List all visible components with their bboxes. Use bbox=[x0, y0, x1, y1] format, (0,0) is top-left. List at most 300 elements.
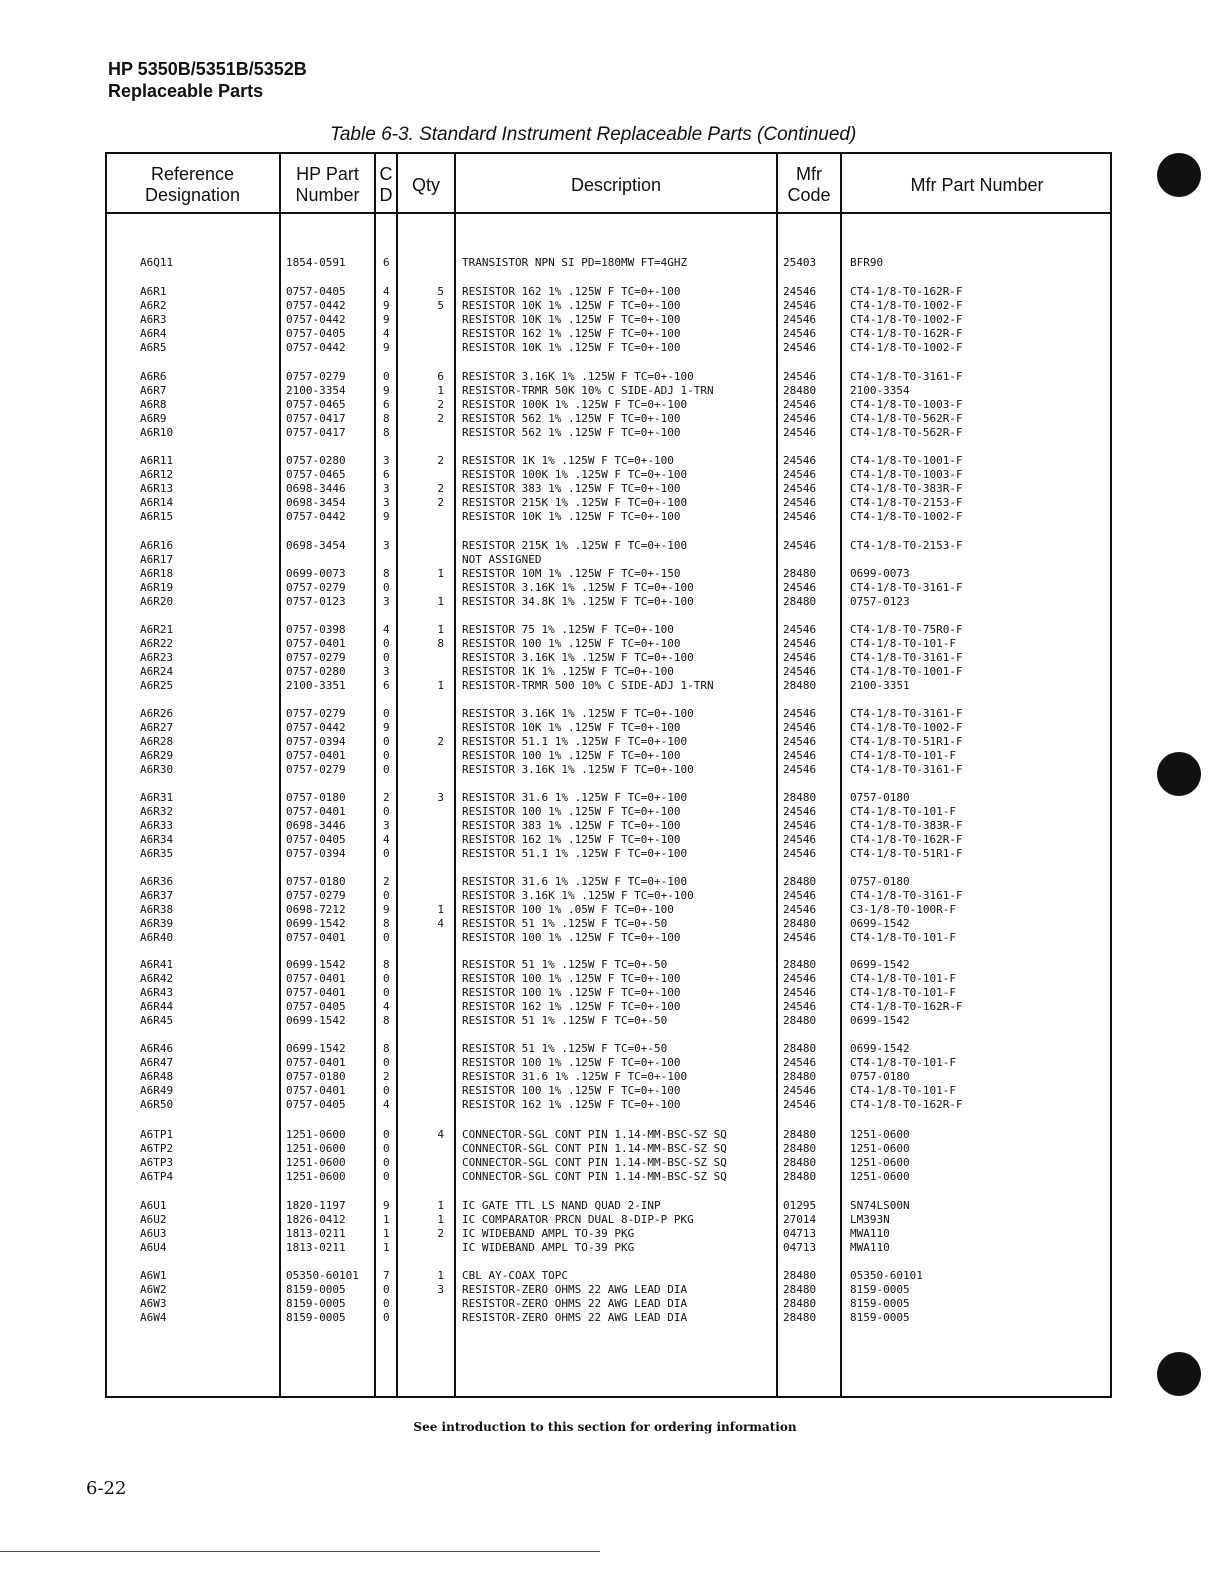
check-digit: 0 bbox=[383, 1055, 390, 1069]
table-row bbox=[0, 1297, 1229, 1311]
qty: 2 bbox=[437, 495, 444, 509]
table-row bbox=[0, 1014, 1229, 1028]
hp-part-number: 0699-1542 bbox=[286, 916, 346, 930]
mfr-part-number: CT4-1/8-T0-2153-F bbox=[850, 539, 963, 552]
check-digit: 0 bbox=[383, 1296, 390, 1310]
ref-designation: A6R14 bbox=[140, 495, 174, 509]
qty: 1 bbox=[437, 1269, 444, 1282]
mfr-code: 24546 bbox=[783, 509, 817, 523]
ref-designation: A6R41 bbox=[140, 958, 174, 971]
description: RESISTOR 100 1% .125W F TC=0+-100 bbox=[462, 636, 681, 650]
qty: 2 bbox=[437, 411, 444, 425]
mfr-code: 24546 bbox=[783, 846, 817, 860]
qty: 4 bbox=[437, 1128, 444, 1141]
hp-part-number: 1813-0211 bbox=[286, 1226, 346, 1240]
check-digit: 0 bbox=[383, 846, 390, 860]
ref-designation: A6R32 bbox=[140, 804, 174, 818]
ref-designation: A6W2 bbox=[140, 1282, 167, 1296]
ref-designation: A6R26 bbox=[140, 707, 174, 720]
table-row bbox=[0, 805, 1229, 819]
hp-part-number: 0699-1542 bbox=[286, 1042, 346, 1055]
table-row bbox=[0, 285, 1229, 299]
check-digit: 0 bbox=[383, 1310, 390, 1324]
ref-designation: A6TP2 bbox=[140, 1141, 174, 1155]
hp-part-number: 0698-3446 bbox=[286, 481, 346, 495]
description: RESISTOR 162 1% .125W F TC=0+-100 bbox=[462, 285, 681, 298]
header-hp-part-number: HP Part Number bbox=[295, 164, 360, 205]
qty: 1 bbox=[437, 383, 444, 397]
qty: 4 bbox=[437, 916, 444, 930]
hp-part-number: 0757-0401 bbox=[286, 985, 346, 999]
description: RESISTOR 10K 1% .125W F TC=0+-100 bbox=[462, 298, 681, 312]
table-row bbox=[0, 1311, 1229, 1325]
hp-part-number: 0757-0405 bbox=[286, 1097, 346, 1111]
mfr-code: 28480 bbox=[783, 1128, 817, 1141]
mfr-part-number: 0757-0180 bbox=[850, 875, 910, 888]
mfr-code: 28480 bbox=[783, 566, 817, 580]
check-digit: 0 bbox=[383, 650, 390, 664]
table-row bbox=[0, 482, 1229, 496]
mfr-code: 24546 bbox=[783, 285, 817, 298]
mfr-code: 24546 bbox=[783, 971, 817, 985]
mfr-code: 28480 bbox=[783, 594, 817, 608]
mfr-code: 28480 bbox=[783, 958, 817, 971]
hp-part-number: 0698-3454 bbox=[286, 539, 346, 552]
mfr-code: 28480 bbox=[783, 875, 817, 888]
hp-part-number: 0757-0405 bbox=[286, 285, 346, 298]
mfr-part-number: CT4-1/8-T0-51R1-F bbox=[850, 734, 963, 748]
check-digit: 4 bbox=[383, 285, 390, 298]
hp-part-number: 0757-0394 bbox=[286, 734, 346, 748]
hp-part-number: 0757-0405 bbox=[286, 832, 346, 846]
description: IC GATE TTL LS NAND QUAD 2-INP bbox=[462, 1199, 661, 1212]
description: RESISTOR 31.6 1% .125W F TC=0+-100 bbox=[462, 875, 688, 888]
mfr-code: 24546 bbox=[783, 580, 817, 594]
description: CONNECTOR-SGL CONT PIN 1.14-MM-BSC-SZ SQ bbox=[462, 1128, 727, 1141]
row-group bbox=[0, 875, 1229, 944]
mfr-part-number: CT4-1/8-T0-162R-F bbox=[850, 326, 963, 340]
mfr-part-number: CT4-1/8-T0-1003-F bbox=[850, 397, 963, 411]
mfr-part-number: 8159-0005 bbox=[850, 1282, 910, 1296]
mfr-part-number: 0699-1542 bbox=[850, 916, 910, 930]
check-digit: 8 bbox=[383, 916, 390, 930]
ref-designation: A6R3 bbox=[140, 312, 167, 326]
mfr-code: 24546 bbox=[783, 454, 817, 467]
header-mfr-part-number: Mfr Part Number bbox=[910, 174, 1044, 195]
ref-designation: A6R50 bbox=[140, 1097, 174, 1111]
hp-part-number: 0757-0401 bbox=[286, 930, 346, 944]
ref-designation: A6W4 bbox=[140, 1310, 167, 1324]
ref-designation: A6TP1 bbox=[140, 1128, 174, 1141]
mfr-part-number: CT4-1/8-T0-101-F bbox=[850, 748, 956, 762]
table-row bbox=[0, 986, 1229, 1000]
hp-part-number: 0757-0405 bbox=[286, 326, 346, 340]
header-cd: C D bbox=[379, 164, 393, 205]
ref-designation: A6R16 bbox=[140, 539, 174, 552]
header-separator bbox=[105, 212, 1112, 214]
table-row bbox=[0, 721, 1229, 735]
description: RESISTOR 100 1% .05W F TC=0+-100 bbox=[462, 902, 674, 916]
check-digit: 9 bbox=[383, 720, 390, 734]
check-digit: 0 bbox=[383, 580, 390, 594]
mfr-code: 24546 bbox=[783, 664, 817, 678]
table-row bbox=[0, 819, 1229, 833]
mfr-code: 24546 bbox=[783, 1083, 817, 1097]
ref-designation: A6R5 bbox=[140, 340, 167, 354]
table-row bbox=[0, 1098, 1229, 1112]
check-digit: 0 bbox=[383, 888, 390, 902]
ref-designation: A6R19 bbox=[140, 580, 174, 594]
mfr-code: 04713 bbox=[783, 1226, 817, 1240]
mfr-part-number: CT4-1/8-T0-3161-F bbox=[850, 580, 963, 594]
ref-designation: A6R11 bbox=[140, 454, 174, 467]
mfr-code: 28480 bbox=[783, 1310, 817, 1324]
row-group bbox=[0, 256, 1229, 270]
description: RESISTOR 100K 1% .125W F TC=0+-100 bbox=[462, 397, 688, 411]
table-row bbox=[0, 623, 1229, 637]
mfr-code: 01295 bbox=[783, 1199, 817, 1212]
description: RESISTOR 3.16K 1% .125W F TC=0+-100 bbox=[462, 707, 694, 720]
check-digit: 0 bbox=[383, 804, 390, 818]
ref-designation: A6R43 bbox=[140, 985, 174, 999]
mfr-part-number: CT4-1/8-T0-162R-F bbox=[850, 999, 963, 1013]
mfr-part-number: 8159-0005 bbox=[850, 1296, 910, 1310]
mfr-code: 04713 bbox=[783, 1240, 817, 1254]
ref-designation: A6R33 bbox=[140, 818, 174, 832]
ref-designation: A6R38 bbox=[140, 902, 174, 916]
description: RESISTOR 100 1% .125W F TC=0+-100 bbox=[462, 971, 681, 985]
mfr-code: 24546 bbox=[783, 539, 817, 552]
table-row bbox=[0, 581, 1229, 595]
header-mfr-code: Mfr Code bbox=[787, 164, 831, 205]
table-row bbox=[0, 1142, 1229, 1156]
mfr-part-number: CT4-1/8-T0-162R-F bbox=[850, 1097, 963, 1111]
hp-part-number: 1813-0211 bbox=[286, 1240, 346, 1254]
table-row bbox=[0, 412, 1229, 426]
hp-part-number: 0757-0394 bbox=[286, 846, 346, 860]
mfr-part-number: 8159-0005 bbox=[850, 1310, 910, 1324]
description: RESISTOR 51.1 1% .125W F TC=0+-100 bbox=[462, 846, 688, 860]
check-digit: 9 bbox=[383, 298, 390, 312]
header-qty: Qty bbox=[411, 174, 440, 195]
check-digit: 0 bbox=[383, 971, 390, 985]
mfr-code: 28480 bbox=[783, 383, 817, 397]
mfr-code: 24546 bbox=[783, 832, 817, 846]
hp-part-number: 05350-60101 bbox=[286, 1269, 359, 1282]
check-digit: 4 bbox=[383, 999, 390, 1013]
ref-designation: A6W1 bbox=[140, 1269, 167, 1282]
hp-part-number: 1820-1197 bbox=[286, 1199, 346, 1212]
mfr-part-number: 0757-0123 bbox=[850, 594, 910, 608]
ref-designation: A6R25 bbox=[140, 678, 174, 692]
table-row bbox=[0, 553, 1229, 567]
check-digit: 8 bbox=[383, 425, 390, 439]
mfr-part-number: CT4-1/8-T0-101-F bbox=[850, 971, 956, 985]
mfr-part-number: CT4-1/8-T0-75R0-F bbox=[850, 623, 963, 636]
ref-designation: A6Q11 bbox=[140, 256, 174, 269]
table-row bbox=[0, 833, 1229, 847]
mfr-part-number: CT4-1/8-T0-1002-F bbox=[850, 720, 963, 734]
table-row bbox=[0, 903, 1229, 917]
check-digit: 4 bbox=[383, 326, 390, 340]
qty: 1 bbox=[437, 1212, 444, 1226]
table-row bbox=[0, 327, 1229, 341]
hp-part-number: 0757-0279 bbox=[286, 762, 346, 776]
qty: 1 bbox=[437, 623, 444, 636]
description: IC WIDEBAND AMPL TO-39 PKG bbox=[462, 1226, 635, 1240]
mfr-code: 24546 bbox=[783, 312, 817, 326]
mfr-code: 24546 bbox=[783, 762, 817, 776]
mfr-part-number: 0757-0180 bbox=[850, 791, 910, 804]
ref-designation: A6R20 bbox=[140, 594, 174, 608]
description: RESISTOR 1K 1% .125W F TC=0+-100 bbox=[462, 454, 674, 467]
check-digit: 1 bbox=[383, 1226, 390, 1240]
mfr-part-number: CT4-1/8-T0-1002-F bbox=[850, 340, 963, 354]
table-row bbox=[0, 889, 1229, 903]
ref-designation: A6R44 bbox=[140, 999, 174, 1013]
mfr-part-number: 0699-1542 bbox=[850, 1042, 910, 1055]
mfr-part-number: SN74LS00N bbox=[850, 1199, 910, 1212]
description: RESISTOR 3.16K 1% .125W F TC=0+-100 bbox=[462, 370, 694, 383]
check-digit: 7 bbox=[383, 1269, 390, 1282]
ref-designation: A6R8 bbox=[140, 397, 167, 411]
table-row bbox=[0, 1128, 1229, 1142]
description: CONNECTOR-SGL CONT PIN 1.14-MM-BSC-SZ SQ bbox=[462, 1141, 727, 1155]
table-row bbox=[0, 1084, 1229, 1098]
row-group bbox=[0, 1042, 1229, 1111]
table-row bbox=[0, 651, 1229, 665]
ref-designation: A6TP4 bbox=[140, 1169, 174, 1183]
hp-part-number: 1251-0600 bbox=[286, 1155, 346, 1169]
row-group bbox=[0, 454, 1229, 523]
description: RESISTOR 3.16K 1% .125W F TC=0+-100 bbox=[462, 580, 694, 594]
hp-part-number: 0757-0465 bbox=[286, 397, 346, 411]
check-digit: 2 bbox=[383, 791, 390, 804]
table-row bbox=[0, 791, 1229, 805]
check-digit: 8 bbox=[383, 1013, 390, 1027]
check-digit: 0 bbox=[383, 1282, 390, 1296]
description: CONNECTOR-SGL CONT PIN 1.14-MM-BSC-SZ SQ bbox=[462, 1169, 727, 1183]
ref-designation: A6R35 bbox=[140, 846, 174, 860]
hp-part-number: 0698-7212 bbox=[286, 902, 346, 916]
hp-part-number: 0757-0465 bbox=[286, 467, 346, 481]
hp-part-number: 0757-0442 bbox=[286, 312, 346, 326]
mfr-code: 28480 bbox=[783, 1282, 817, 1296]
check-digit: 6 bbox=[383, 397, 390, 411]
table-row bbox=[0, 917, 1229, 931]
mfr-part-number: CT4-1/8-T0-3161-F bbox=[850, 888, 963, 902]
check-digit: 8 bbox=[383, 1042, 390, 1055]
binder-hole-bottom bbox=[1157, 1352, 1201, 1396]
mfr-code: 24546 bbox=[783, 397, 817, 411]
hp-part-number: 0757-0405 bbox=[286, 999, 346, 1013]
mfr-code: 24546 bbox=[783, 1055, 817, 1069]
description: RESISTOR 51 1% .125W F TC=0+-50 bbox=[462, 958, 668, 971]
qty: 3 bbox=[437, 791, 444, 804]
mfr-code: 28480 bbox=[783, 1169, 817, 1183]
ref-designation: A6R34 bbox=[140, 832, 174, 846]
mfr-code: 24546 bbox=[783, 930, 817, 944]
ordering-footnote: See introduction to this section for ordering information bbox=[413, 1420, 797, 1434]
mfr-code: 24546 bbox=[783, 467, 817, 481]
mfr-code: 24546 bbox=[783, 734, 817, 748]
table-row bbox=[0, 749, 1229, 763]
header-reference-designation: Reference Designation bbox=[144, 164, 241, 205]
mfr-code: 24546 bbox=[783, 888, 817, 902]
mfr-part-number: CT4-1/8-T0-162R-F bbox=[850, 832, 963, 846]
check-digit: 4 bbox=[383, 623, 390, 636]
mfr-part-number: 0699-1542 bbox=[850, 1013, 910, 1027]
check-digit: 3 bbox=[383, 818, 390, 832]
mfr-code: 24546 bbox=[783, 985, 817, 999]
table-row bbox=[0, 539, 1229, 553]
mfr-part-number: CT4-1/8-T0-101-F bbox=[850, 985, 956, 999]
description: RESISTOR 100 1% .125W F TC=0+-100 bbox=[462, 930, 681, 944]
hp-part-number: 0757-0417 bbox=[286, 411, 346, 425]
description: RESISTOR 215K 1% .125W F TC=0+-100 bbox=[462, 495, 688, 509]
hp-part-number: 0757-0442 bbox=[286, 509, 346, 523]
check-digit: 6 bbox=[383, 256, 390, 269]
mfr-code: 28480 bbox=[783, 916, 817, 930]
hp-part-number: 0757-0442 bbox=[286, 720, 346, 734]
hp-part-number: 0698-3446 bbox=[286, 818, 346, 832]
ref-designation: A6R30 bbox=[140, 762, 174, 776]
binder-hole-middle bbox=[1157, 752, 1201, 796]
mfr-part-number: 1251-0600 bbox=[850, 1169, 910, 1183]
binder-hole-top bbox=[1157, 153, 1201, 197]
hp-part-number: 2100-3351 bbox=[286, 678, 346, 692]
mfr-part-number: CT4-1/8-T0-51R1-F bbox=[850, 846, 963, 860]
mfr-code: 28480 bbox=[783, 1155, 817, 1169]
description: RESISTOR 10K 1% .125W F TC=0+-100 bbox=[462, 720, 681, 734]
check-digit: 0 bbox=[383, 1083, 390, 1097]
hp-part-number: 0757-0180 bbox=[286, 1069, 346, 1083]
table-row bbox=[0, 426, 1229, 440]
mfr-part-number: CT4-1/8-T0-2153-F bbox=[850, 495, 963, 509]
table-row bbox=[0, 1170, 1229, 1184]
ref-designation: A6R36 bbox=[140, 875, 174, 888]
mfr-code: 24546 bbox=[783, 720, 817, 734]
check-digit: 0 bbox=[383, 636, 390, 650]
description: RESISTOR 10M 1% .125W F TC=0+-150 bbox=[462, 566, 681, 580]
mfr-code: 24546 bbox=[783, 636, 817, 650]
mfr-part-number: CT4-1/8-T0-383R-F bbox=[850, 481, 963, 495]
check-digit: 8 bbox=[383, 566, 390, 580]
table-row bbox=[0, 875, 1229, 889]
description: RESISTOR 162 1% .125W F TC=0+-100 bbox=[462, 326, 681, 340]
table-row bbox=[0, 1056, 1229, 1070]
mfr-code: 27014 bbox=[783, 1212, 817, 1226]
table-row bbox=[0, 1156, 1229, 1170]
description: RESISTOR 10K 1% .125W F TC=0+-100 bbox=[462, 340, 681, 354]
table-row bbox=[0, 1227, 1229, 1241]
mfr-part-number: CT4-1/8-T0-1001-F bbox=[850, 454, 963, 467]
table-row bbox=[0, 313, 1229, 327]
header-description: Description bbox=[570, 174, 662, 195]
mfr-code: 28480 bbox=[783, 791, 817, 804]
check-digit: 0 bbox=[383, 1169, 390, 1183]
check-digit: 0 bbox=[383, 734, 390, 748]
table-row bbox=[0, 1070, 1229, 1084]
check-digit: 4 bbox=[383, 832, 390, 846]
check-digit: 3 bbox=[383, 539, 390, 552]
check-digit: 0 bbox=[383, 748, 390, 762]
hp-part-number: 8159-0005 bbox=[286, 1310, 346, 1324]
hp-part-number: 8159-0005 bbox=[286, 1296, 346, 1310]
ref-designation: A6R48 bbox=[140, 1069, 174, 1083]
description: RESISTOR 162 1% .125W F TC=0+-100 bbox=[462, 832, 681, 846]
qty: 2 bbox=[437, 397, 444, 411]
description: RESISTOR 215K 1% .125W F TC=0+-100 bbox=[462, 539, 688, 552]
check-digit: 9 bbox=[383, 1199, 390, 1212]
check-digit: 0 bbox=[383, 1141, 390, 1155]
mfr-part-number: 2100-3351 bbox=[850, 678, 910, 692]
check-digit: 1 bbox=[383, 1212, 390, 1226]
description: RESISTOR 100 1% .125W F TC=0+-100 bbox=[462, 748, 681, 762]
mfr-part-number: CT4-1/8-T0-3161-F bbox=[850, 762, 963, 776]
description: RESISTOR 3.16K 1% .125W F TC=0+-100 bbox=[462, 650, 694, 664]
mfr-part-number: CT4-1/8-T0-383R-F bbox=[850, 818, 963, 832]
table-row bbox=[0, 972, 1229, 986]
row-group bbox=[0, 707, 1229, 776]
mfr-part-number: CT4-1/8-T0-101-F bbox=[850, 1055, 956, 1069]
ref-designation: A6W3 bbox=[140, 1296, 167, 1310]
table-row bbox=[0, 1269, 1229, 1283]
check-digit: 0 bbox=[383, 707, 390, 720]
table-row bbox=[0, 468, 1229, 482]
mfr-part-number: 0699-1542 bbox=[850, 958, 910, 971]
table-row bbox=[0, 665, 1229, 679]
mfr-part-number: CT4-1/8-T0-101-F bbox=[850, 1083, 956, 1097]
description: RESISTOR-ZERO OHMS 22 AWG LEAD DIA bbox=[462, 1310, 688, 1324]
bottom-rule bbox=[0, 1551, 600, 1552]
table-row bbox=[0, 510, 1229, 524]
table-caption: Table 6-3. Standard Instrument Replaceable Parts (Continued) bbox=[330, 124, 857, 145]
description: RESISTOR-ZERO OHMS 22 AWG LEAD DIA bbox=[462, 1282, 688, 1296]
hp-part-number: 0757-0401 bbox=[286, 804, 346, 818]
hp-part-number: 0699-1542 bbox=[286, 958, 346, 971]
ref-designation: A6R45 bbox=[140, 1013, 174, 1027]
mfr-code: 24546 bbox=[783, 340, 817, 354]
hp-part-number: 0757-0398 bbox=[286, 623, 346, 636]
mfr-code: 28480 bbox=[783, 1296, 817, 1310]
qty: 6 bbox=[437, 370, 444, 383]
check-digit: 0 bbox=[383, 1155, 390, 1169]
description: RESISTOR-TRMR 500 10% C SIDE-ADJ 1-TRN bbox=[462, 678, 714, 692]
description: RESISTOR 562 1% .125W F TC=0+-100 bbox=[462, 411, 681, 425]
mfr-part-number: CT4-1/8-T0-101-F bbox=[850, 804, 956, 818]
check-digit: 8 bbox=[383, 411, 390, 425]
mfr-code: 24546 bbox=[783, 902, 817, 916]
ref-designation: A6R4 bbox=[140, 326, 167, 340]
row-group bbox=[0, 1128, 1229, 1184]
hp-part-number: 0757-0123 bbox=[286, 594, 346, 608]
description: RESISTOR 100K 1% .125W F TC=0+-100 bbox=[462, 467, 688, 481]
hp-part-number: 0757-0279 bbox=[286, 707, 346, 720]
mfr-code: 24546 bbox=[783, 495, 817, 509]
table-row bbox=[0, 763, 1229, 777]
ref-designation: A6R13 bbox=[140, 481, 174, 495]
mfr-code: 28480 bbox=[783, 678, 817, 692]
ref-designation: A6R22 bbox=[140, 636, 174, 650]
mfr-part-number: 0699-0073 bbox=[850, 566, 910, 580]
description: RESISTOR 1K 1% .125W F TC=0+-100 bbox=[462, 664, 674, 678]
hp-part-number: 1826-0412 bbox=[286, 1212, 346, 1226]
mfr-part-number: MWA110 bbox=[850, 1240, 890, 1254]
table-row bbox=[0, 637, 1229, 651]
mfr-part-number: C3-1/8-T0-100R-F bbox=[850, 902, 956, 916]
description: RESISTOR 51 1% .125W F TC=0+-50 bbox=[462, 916, 668, 930]
